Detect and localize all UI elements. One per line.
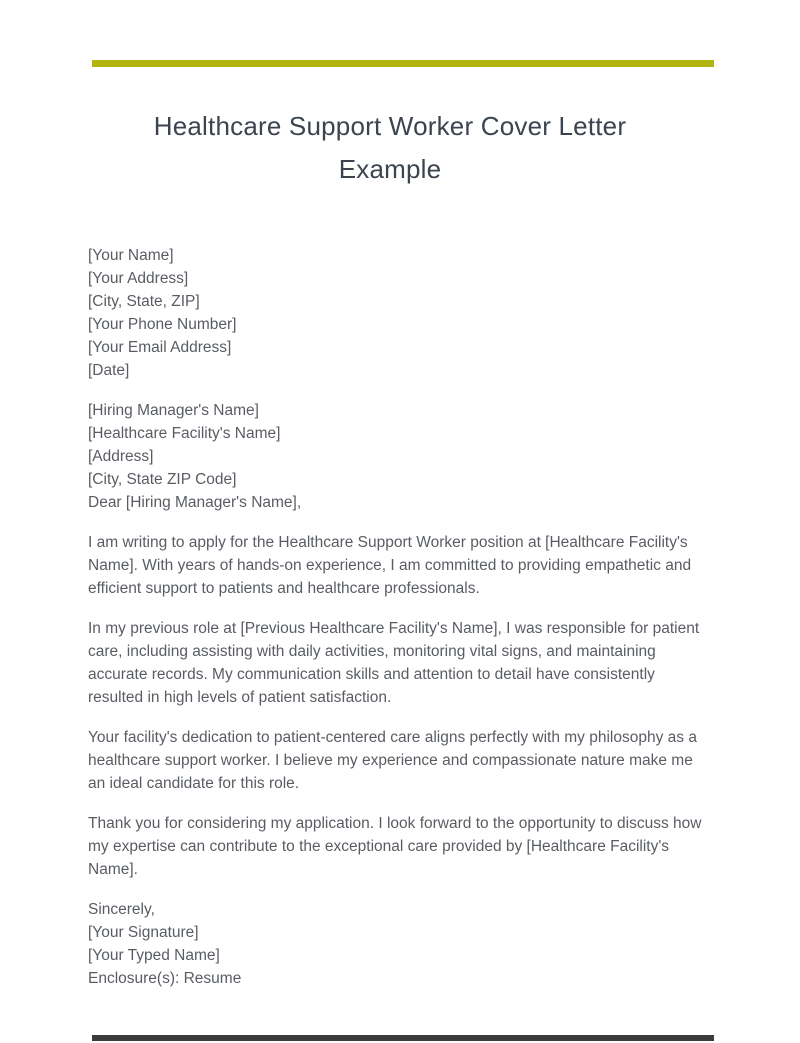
closing-line: [Your Typed Name] <box>88 947 220 964</box>
sender-line: [Your Name] <box>88 247 174 264</box>
letter-paragraph: Your facility's dedication to patient-centered care aligns perfectly with my philosophy as a healthcare support worker. I believe my experience and compassionate nature make me an ideal candidate for this role. <box>88 729 697 792</box>
cover-letter-body <box>88 244 714 1007</box>
recipient-line: [Healthcare Facility's Name] <box>88 425 281 442</box>
closing-line: Sincerely, <box>88 901 155 918</box>
salutation: Dear [Hiring Manager's Name], <box>88 494 302 511</box>
top-accent-bar <box>92 60 714 67</box>
sender-line: [Date] <box>88 362 130 379</box>
recipient-line: [City, State ZIP Code] <box>88 471 237 488</box>
recipient-line: [Hiring Manager's Name] <box>88 402 259 419</box>
sender-address-block <box>88 244 714 382</box>
letter-paragraph: I am writing to apply for the Healthcare Support Worker position at [Healthcare Facility's Name]. With years of hands-on experience, I am committed to providing empathetic and efficient support to patients and healthcare professionals. <box>88 534 692 597</box>
closing-line: Enclosure(s): Resume <box>88 970 242 987</box>
page-title: Healthcare Support Worker Cover Letter Example <box>153 111 627 184</box>
closing-line: [Your Signature] <box>88 924 199 941</box>
letter-paragraph: In my previous role at [Previous Healthcare Facility's Name], I was responsible for patient care, including assisting with daily activities, monitoring vital signs, and maintaining accurate records. My communication skills and attention to detail have consistently resulted in high levels of patient satisfaction. <box>88 620 700 706</box>
recipient-line: [Address] <box>88 448 154 465</box>
letter-paragraph: Thank you for considering my application. I look forward to the opportunity to discuss how my expertise can contribute to the exceptional care provided by [Healthcare Facility's Name]. <box>88 815 702 878</box>
sender-line: [Your Phone Number] <box>88 316 237 333</box>
sender-line: [City, State, ZIP] <box>88 293 200 310</box>
letter-paragraphs <box>88 531 714 881</box>
recipient-lines <box>88 399 714 491</box>
sender-line: [Your Address] <box>88 270 189 287</box>
recipient-address-block <box>88 399 714 514</box>
bottom-accent-bar <box>92 1035 714 1041</box>
closing-signature-block <box>88 898 714 990</box>
sender-line: [Your Email Address] <box>88 339 232 356</box>
